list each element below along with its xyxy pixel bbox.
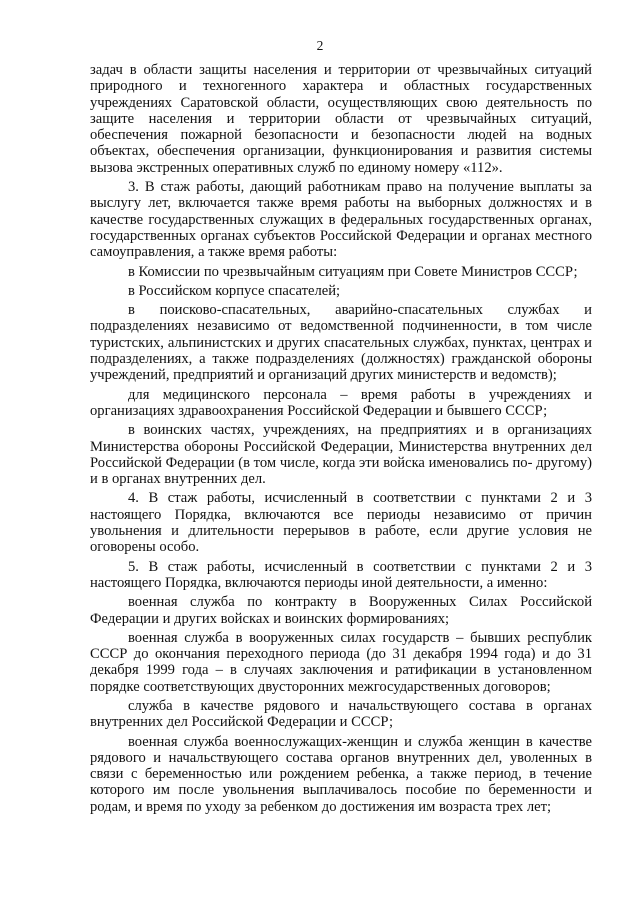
paragraph-clause-4: 4. В стаж работы, исчисленный в соответствии с пунктами 2 и 3 настоящего Порядка, включаются все периоды независимо от причин увольнения и длительности перерывов в работе, если другие условия не оговорены особо. [90,490,592,556]
paragraph-list-item: в поисково-спасательных, аварийно-спасательных службах и подразделениях независимо от ведомственной подчиненности, в том числе туристских, альпинистских и других спасательных службах, пунктах, центрах и подразделениях, а также подразделениях (должностях) гражданской обороны учреждений, предприятий и организаций других министерств и ведомств); [90,302,592,384]
paragraph-list-item: в Комиссии по чрезвычайным ситуациям при Совете Министров СССР; [128,263,578,280]
page-number: 2 [316,38,324,53]
paragraph-list-item: военная служба по контракту в Вооруженных Силах Российской Федерации и других войсках и воинских формированиях; [90,594,592,627]
paragraph-list-item: служба в качестве рядового и начальствующего состава в органах внутренних дел Российской Федерации и СССР; [90,697,592,731]
paragraph-continuation: задач в области защиты населения и территории от чрезвычайных ситуаций природного и техногенного характера и областных государственных учреждениях Саратовской области, осуществляющих свою деятельность по защите населения и территории области от чрезвычайных ситуаций, обеспечения пожарной безопасности и безопасности людей на водных объектах, обеспечения организации, функционирования и развития системы вызова экстренных оперативных служб по единому номеру «112». [90,62,592,176]
paragraph-list-item: для медицинского персонала – время работы в учреждениях и организациях здравоохранения Российской Федерации и бывшего СССР; [90,386,592,419]
paragraph-list-item: в Российском корпусе спасателей; [128,282,341,299]
document-body [90,62,592,818]
paragraph-list-item: военная служба военнослужащих-женщин и служба женщин в качестве рядового и начальствующего состава органов внутренних дел, уволенных в связи с беременностью или рождением ребенка, а также период, в течение которого им после увольнения выплачивалось пособие по беременности и родам, и время по уходу за ребенком до достижения им возраста трех лет; [90,733,592,815]
paragraph-clause-5: 5. В стаж работы, исчисленный в соответствии с пунктами 2 и 3 настоящего Порядка, включаются периоды иной деятельности, а именно: [90,558,592,591]
paragraph-list-item: военная служба в вооруженных силах государств – бывших республик СССР до окончания переходного периода (до 31 декабря 1994 года) и до 31 декабря 1999 года – в случаях заключения и ратификации в установленном порядке соответствующих двусторонних межгосударственных договоров; [90,629,592,695]
paragraph-clause-3: 3. В стаж работы, дающий работникам право на получение выплаты за выслугу лет, включается также время работы на выборных должностях и в качестве государственных служащих в федеральных государственных органах, государственных органах субъектов Российской Федерации и органах местного самоуправления, а также время работы: [90,179,592,261]
paragraph-list-item: в воинских частях, учреждениях, на предприятиях и в организациях Министерства обороны Российской Федерации, Министерства внутренних дел Российской Федерации (в том числе, когда эти войска именовались по- другому) и в органах внутренних дел. [90,422,592,488]
